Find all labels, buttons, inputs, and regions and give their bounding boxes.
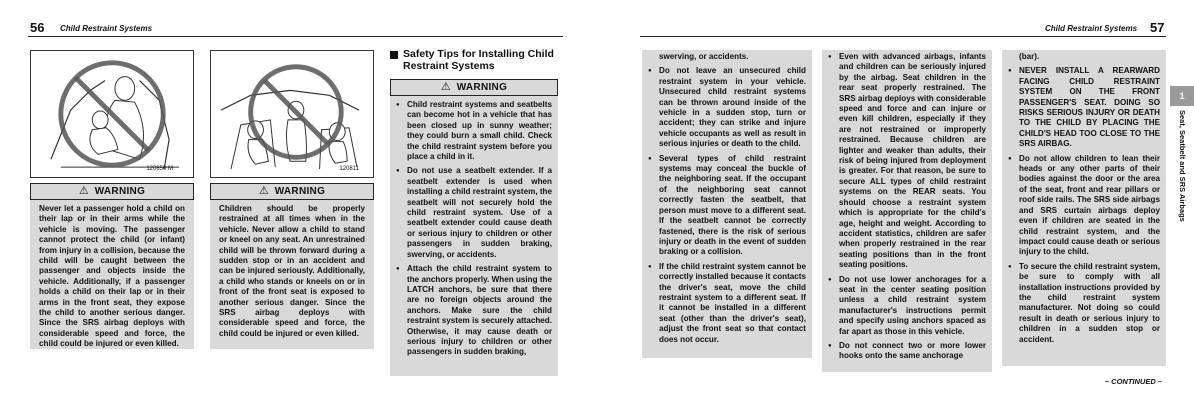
list-item: ● Even with advanced airbags, infants and children can be seriously injured by the airbag. Seat children in the rear seat properly restrained. The SRS airbag deploys with considerable speed and force and can injure or even kill children, especially if they are not restrained or improperly restrained. Because children are lighter and weaker than adults, their risk of being injured from deployment is greater. For that reason, be sure to secure ALL types of child restraint systems on the REAR seats. You should choose a restraint system which is appropriate for the child's age, height and weight. According to accident statistics, children are safer when properly restrained in the rear seating positions than in the front seating positions. (826, 52, 986, 271)
list-item: ● If the child restraint system cannot be correctly installed because it contacts the driver's seat, move the child restraint system to a different seat. If it cannot be installed in a different seat (other than the driver's seat), adjust the front seat so that contact does not occur. (646, 262, 806, 345)
safety-tips-list (394, 100, 552, 358)
running-title-right: Child Restraint Systems (1045, 24, 1138, 33)
warning-header (390, 79, 558, 96)
list-item: ● To secure the child restraint system, be sure to comply with all installation instructions provided by the child restraint system manufacturer. Not doing so could result in death or serious injury to children in a sudden stop or accident. (1006, 262, 1160, 345)
figure-code-2: 120811 (339, 166, 359, 172)
list-item: ● Attach the child restraint system to the anchors properly. When using the LATCH anchors, be sure that there are no foreign objects around the anchors. Make sure the child restraint system is securely attached. Otherwise, it may cause death or serious injury to children or other passengers in sudden braking, (394, 264, 552, 358)
warning-triangle-icon: ⚠ (440, 81, 451, 93)
list-item: ● NEVER INSTALL A REARWARD FACING CHILD RESTRAINT SYSTEM ON THE FRONT PASSENGER'S SEAT. DOING SO RISKS SERIOUS INJURY OR DEATH TO THE CHILD BY PLACING THE CHILD'S HEAD TOO CLOSE TO THE SRS AIRBAG. (1006, 66, 1160, 149)
list-item: ● Several types of child restraint systems may conceal the buckle of the neighboring seat. If the occupant of the neighboring seat cannot correctly fasten the seatbelt, that person must move to a different seat. If the seatbelt cannot be correctly fastened, there is the risk of serious injury or death in the event of sudden braking or a collision. (646, 154, 806, 258)
warning-box-lap (30, 183, 194, 349)
header-rule-left (28, 36, 563, 37)
warning-column-2 (822, 50, 992, 372)
continuation-text: (bar). (1019, 52, 1040, 61)
section-heading-text: Safety Tips for Installing Child Restraint Systems (403, 48, 554, 72)
illustration-child-on-lap (30, 50, 194, 178)
list-item: ● Do not allow children to lean their heads or any other parts of their bodies against the door or the area of the seat, front and rear pillars or roof side rails. The SRS side airbags and SRS curtain airbags deploy even if children are seated in the child restraint system, and the impact could cause death or serious injury to the child. (1006, 154, 1160, 258)
page-number-left: 56 (30, 20, 45, 35)
running-title-left: Child Restraint Systems (60, 24, 153, 33)
list-item: ● Do not connect two or more lower hooks onto the same anchorage (826, 341, 986, 362)
continuation-text: swerving, or accidents. (659, 52, 749, 61)
warning-triangle-icon: ⚠ (78, 185, 89, 197)
chapter-tab: 1 (1170, 86, 1194, 106)
warning-box-standing (210, 183, 374, 349)
list-item: ● Child restraint systems and seatbelts can become hot in a vehicle that has been closed up in sunny weather; they could burn a small child. Check the child restraint system before you place a child in it. (394, 100, 552, 162)
chapter-tab-text: Seat, Seatbelt and SRS Airbags (1178, 110, 1187, 222)
warning-header (210, 183, 374, 200)
continued-label: – CONTINUED – (1104, 377, 1162, 386)
section-heading (390, 48, 562, 72)
child-standing-drawing (211, 51, 373, 177)
warning-text: Never let a passenger hold a child on their lap or in their arms while the vehicle is moving. The passenger cannot protect the child (or infant) from injury in a collision, because the child will be caught between the passenger and objects inside the vehicle. Additionally, if a passenger holds a child on their lap or in their arms in the front seat, they expose the child to another serious danger. Since the SRS airbag deploys with considerable speed and force, the child could be injured or even killed. (39, 204, 185, 349)
warning-column-1 (642, 50, 812, 358)
list-item: ● Do not use lower anchorages for a seat in the center seating position unless a child restraint system manufacturer's instructions permit and specify using anchors spaced as far apart as those in this vehicle. (826, 275, 986, 337)
warning-triangle-icon: ⚠ (258, 185, 269, 197)
warning-label: WARNING (456, 82, 508, 93)
illustration-child-standing (210, 50, 374, 178)
warning-list-3 (1006, 66, 1160, 345)
warning-text: Children should be properly restrained at all times when in the vehicle. Never allow a child to stand or kneel on any seat. An unrestrained child will be thrown forward during a sudden stop or in an accident and can be injured seriously. Additionally, a child who stands or kneels on or in front of the front seat is exposed to another serious danger. Since the SRS airbag deploys with considerable speed and force, the child could be injured or even killed. (219, 204, 365, 338)
child-on-lap-drawing (31, 51, 193, 177)
chapter-tab-title (1170, 110, 1194, 260)
warning-label: WARNING (94, 186, 146, 197)
warning-label: WARNING (274, 186, 326, 197)
warning-list-1 (646, 66, 806, 345)
warning-list-2 (826, 52, 986, 362)
page-number-right: 57 (1150, 20, 1165, 35)
warning-header (30, 183, 194, 200)
safety-tips-list-wrap (390, 96, 558, 358)
header-rule-right (640, 36, 1166, 37)
square-bullet-icon (390, 51, 398, 59)
list-item: ● Do not use a seatbelt extender. If a seatbelt extender is used when installing a child restraint system, the seatbelt will not securely hold the child restraint system. Use of a seatbelt extender could cause death or serious injury to children or other passengers in sudden braking, swerving, or accidents. (394, 166, 552, 260)
list-item: ● Do not leave an unsecured child restraint system in your vehicle. Unsecured child restraint systems can be thrown around inside of the vehicle in a sudden stop, turn or accident; they can strike and injure vehicle occupants as well as result in serious injuries or death to the child. (646, 66, 806, 149)
warning-column-3 (1002, 50, 1166, 366)
warning-box-safety-tips (390, 79, 558, 376)
figure-code-1: 120850 M (146, 166, 173, 172)
